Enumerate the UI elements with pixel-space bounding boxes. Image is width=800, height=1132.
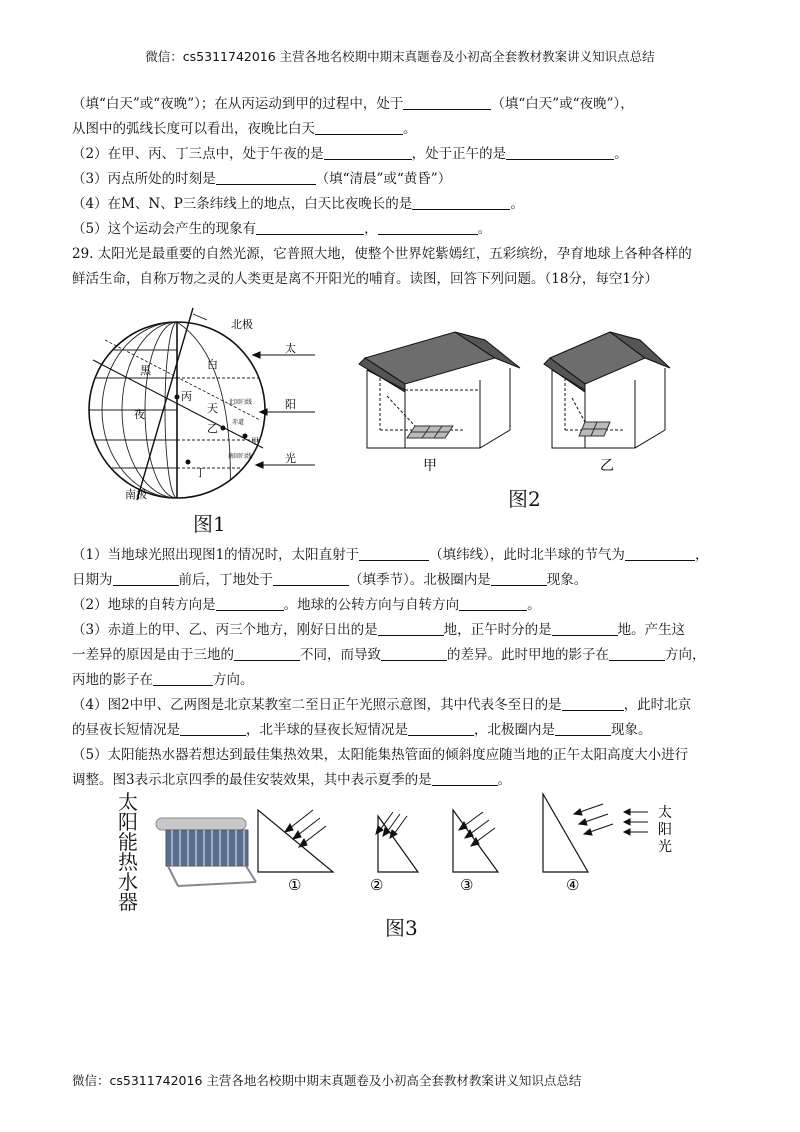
char: 太 — [118, 790, 138, 814]
page-footer: 微信：cs5311742016 主营各地名校期中期末真题卷及小初高全套教材教案讲义知识点总结 — [72, 1073, 582, 1088]
answer-blank[interactable] — [113, 569, 179, 586]
heater-vertical-label — [118, 792, 140, 912]
option-2-label: ② — [370, 876, 384, 894]
text: （填纬线），此时北半球的节气为 — [429, 547, 625, 563]
answer-blank[interactable] — [403, 93, 491, 110]
sun-label-2: 阳 — [658, 822, 672, 838]
option-1-label: ① — [288, 876, 302, 894]
answer-blank[interactable] — [273, 569, 349, 586]
text: ，北半球的昼夜长短情况是 — [246, 722, 408, 738]
equator-label: 赤道 — [232, 419, 245, 426]
answer-blank[interactable] — [491, 569, 547, 586]
text: 方向， — [665, 647, 706, 663]
solar-heater-image — [156, 818, 256, 886]
answer-blank[interactable] — [153, 669, 213, 686]
figure-3-caption: 图3 — [385, 916, 418, 940]
answer-blank[interactable] — [625, 544, 695, 561]
figure-1-caption: 图1 — [193, 512, 226, 536]
answer-blank[interactable] — [378, 218, 478, 235]
text: （4）在M、N、P三条纬线上的地点，白天比夜晚长的是 — [72, 196, 413, 212]
sun-label-2: 阳 — [285, 398, 296, 411]
answer-blank[interactable] — [234, 644, 300, 661]
page-header: 微信：cs5311742016 主营各地名校期中期末真题卷及小初高全套教材教案讲义知识点总结 — [145, 49, 655, 64]
sun-label-3: 光 — [285, 452, 296, 465]
answer-blank[interactable] — [180, 719, 246, 736]
text: 不同，而导致 — [300, 647, 381, 663]
text: 方向。 — [213, 672, 254, 688]
figure-2-caption: 图2 — [508, 487, 541, 511]
tropic-north-label: 北回归线 — [228, 399, 253, 406]
day-label-2: 天 — [207, 402, 218, 415]
char: 器 — [118, 890, 138, 914]
answer-blank[interactable] — [609, 644, 665, 661]
house-jia — [359, 332, 520, 448]
text: 。 — [527, 597, 541, 613]
char: 阳 — [118, 810, 138, 834]
answer-blank[interactable] — [459, 594, 527, 611]
answer-blank[interactable] — [378, 619, 444, 636]
sun-label-1: 太 — [658, 805, 672, 821]
point-bing-label: 丙 — [181, 390, 192, 403]
answer-blank[interactable] — [506, 143, 614, 160]
text: 的差异。此时甲地的影子在 — [447, 647, 609, 663]
answer-blank[interactable] — [359, 544, 429, 561]
text: （4）图2中甲、乙两图是北京某教室二至日正午光照示意图，其中代表冬至日的是 — [72, 697, 562, 713]
question-29-stem-cont: 鲜活生命，自称万物之灵的人类更是离不开阳光的哺育。读图，回答下列问题。（18分，每空1分） — [72, 271, 659, 287]
text: 前后，丁地处于 — [178, 572, 273, 588]
answer-blank[interactable] — [324, 143, 412, 160]
text: ，处于正午的是 — [411, 146, 507, 162]
answer-blank[interactable] — [256, 218, 364, 235]
text: ， — [364, 221, 378, 237]
text: ，北极圈内是 — [474, 722, 555, 738]
text: 。 — [510, 196, 524, 212]
text: （填“白天”或“夜晚”）， — [491, 96, 634, 112]
answer-blank[interactable] — [216, 594, 284, 611]
figure-1-earth-illumination — [85, 300, 335, 505]
answer-blank[interactable] — [216, 168, 316, 185]
house-yi-label: 乙 — [600, 458, 614, 474]
text: 。 — [403, 121, 417, 137]
text: （填“白天”或“夜晚”）；在从丙运动到甲的过程中，处于 — [72, 96, 404, 112]
text: 的昼夜长短情况是 — [72, 722, 180, 738]
prev-question-block — [72, 92, 732, 292]
text: 日期为 — [72, 572, 113, 588]
char: 热 — [118, 850, 138, 874]
night-label-2: 夜 — [134, 408, 145, 421]
text: 地。产生这 — [617, 622, 686, 638]
figure-2-classrooms — [345, 318, 685, 478]
text: 现象。 — [546, 572, 588, 588]
text: （3）赤道上的甲、乙、丙三个地方，刚好日出的是 — [72, 622, 378, 638]
tropic-south-label: 南回归线 — [228, 453, 253, 460]
char: 能 — [118, 830, 138, 854]
text: （2）地球的自转方向是 — [72, 597, 216, 613]
char: 水 — [118, 870, 138, 894]
day-label-1: 白 — [207, 358, 218, 371]
house-jia-label: 甲 — [423, 458, 437, 474]
text: 。 — [497, 772, 512, 788]
answer-blank[interactable] — [408, 719, 474, 736]
text: 调整。图3表示北京四季的最佳安装效果，其中表示夏季的是 — [72, 772, 432, 788]
answer-blank[interactable] — [315, 118, 403, 135]
south-pole-label: 南极 — [125, 488, 147, 501]
text: 从图中的弧线长度可以看出，夜晚比白天 — [72, 121, 315, 137]
option-3-label: ③ — [460, 876, 474, 894]
text: （填“清晨”或“黄昏”） — [315, 171, 452, 187]
text: （5）太阳能热水器若想达到最佳集热效果，太阳能集热管面的倾斜度应随当地的正午太阳高度大小进行 — [72, 747, 689, 763]
option-4-label: ④ — [566, 876, 580, 894]
text: 现象。 — [611, 722, 652, 738]
answer-blank[interactable] — [381, 644, 447, 661]
text: （3）丙点所处的时刻是 — [72, 171, 216, 187]
house-yi — [544, 332, 670, 448]
sun-label-1: 太 — [285, 342, 296, 355]
text: （1）当地球光照出现图1的情况时，太阳直射于 — [72, 547, 360, 563]
text: （5）这个运动会产生的现象有 — [72, 221, 257, 237]
text: 。地球的公转方向与自转方向 — [283, 597, 460, 613]
answer-blank[interactable] — [555, 719, 611, 736]
text: 。 — [614, 146, 628, 162]
text: （2）在甲、丙、丁三点中，处于午夜的是 — [72, 146, 324, 162]
figure-3-solar-heater — [148, 790, 708, 900]
night-label-1: 黑 — [140, 364, 151, 377]
north-pole-label: 北极 — [231, 318, 253, 331]
answer-blank[interactable] — [412, 193, 510, 210]
text: （填季节）。北极圈内是 — [349, 572, 491, 588]
answer-blank[interactable] — [552, 619, 618, 636]
question-29-stem: 29. 太阳光是最重要的自然光源，它普照大地，使整个世界姹紫嫣红，五彩缤纷，孕育地球上各种各样的 — [72, 246, 692, 262]
point-yi-label: 乙 — [207, 422, 218, 435]
text: ，此时北京 — [623, 697, 692, 713]
text: 丙地的影子在 — [72, 672, 153, 688]
sun-label-3: 光 — [658, 839, 672, 855]
text: 。 — [477, 221, 492, 237]
point-ding-label: 丁 — [195, 466, 206, 479]
text: ， — [694, 547, 709, 563]
text: 一差异的原因是由于三地的 — [72, 647, 234, 663]
question-29-parts — [72, 543, 732, 793]
text: 地，正午时分的是 — [443, 622, 552, 638]
answer-blank[interactable] — [432, 769, 498, 786]
answer-blank[interactable] — [562, 694, 624, 711]
point-jia-label: 甲 — [251, 437, 259, 446]
